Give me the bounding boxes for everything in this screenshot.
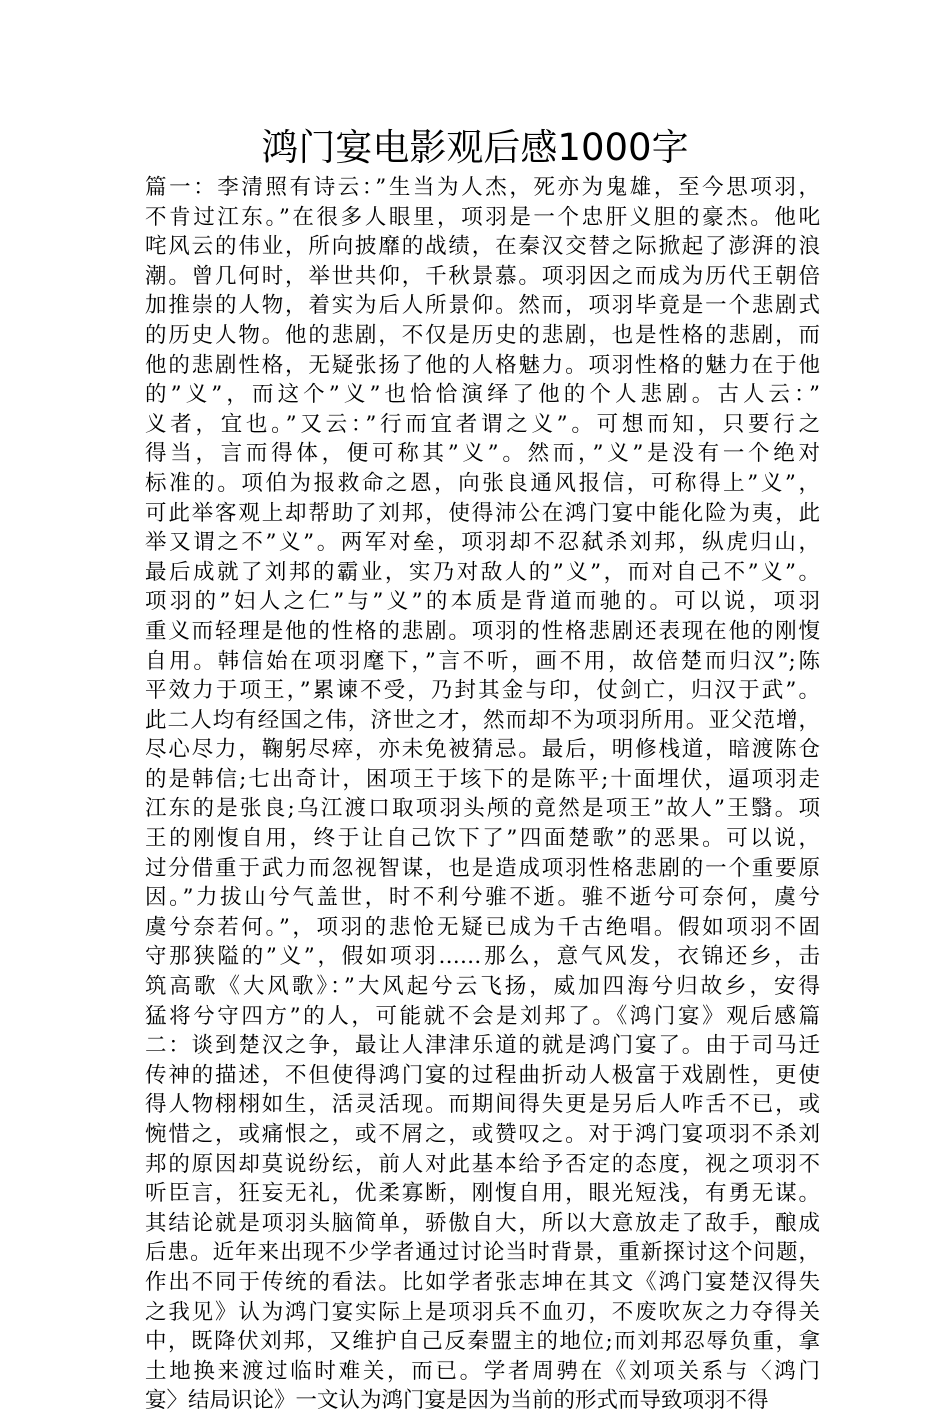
text-line: 宴〉结局识论》一文认为鸿门宴是因为当前的形式而导致项羽不得 xyxy=(145,1388,769,1414)
text-line: 中，既降伏刘邦，又维护自己反秦盟主的地位;而刘邦忍辱负重，拿 xyxy=(145,1329,820,1355)
text-line: 义者，宜也。”又云：”行而宜者谓之义”。可想而知，只要行之 xyxy=(145,411,820,437)
document-title: 鸿门宴电影观后感1000字 xyxy=(261,126,689,169)
text-line: 篇一：李清照有诗云：”生当为人杰，死亦为鬼雄，至今思项羽， xyxy=(145,175,820,200)
text-line: 的”义”，而这个”义”也恰恰演绎了他的个人悲剧。古人云：” xyxy=(145,382,820,408)
text-line: 猛将兮守四方”的人，可能就不会是刘邦了。《鸿门宴》观后感篇 xyxy=(145,1003,820,1029)
text-line: 土地换来渡过临时难关，而已。学者周骋在《刘项关系与〈鸿门 xyxy=(145,1358,820,1384)
text-line: 尽心尽力，鞠躬尽瘁，亦未免被猜忌。最后，明修栈道，暗渡陈仓 xyxy=(145,737,820,763)
text-line: 他的悲剧性格，无疑张扬了他的人格魅力。项羽性格的魅力在于他 xyxy=(145,352,820,378)
text-line: 其结论就是项羽头脑简单，骄傲自大，所以大意放走了敌手，酿成 xyxy=(145,1210,820,1236)
text-line: 虞兮奈若何。”，项羽的悲怆无疑已成为千古绝唱。假如项羽不固 xyxy=(145,914,820,940)
text-line: 得当，言而得体，便可称其”义”。然而，”义”是没有一个绝对 xyxy=(145,441,820,467)
text-line: 王的刚愎自用，终于让自己饮下了”四面楚歌”的恶果。可以说， xyxy=(145,826,820,852)
text-line: 二：谈到楚汉之争，最让人津津乐道的就是鸿门宴了。由于司马迁 xyxy=(145,1033,820,1059)
text-line: 不肯过江东。”在很多人眼里，项羽是一个忠肝义胆的豪杰。他叱 xyxy=(145,204,820,230)
text-line: 平效力于项王，”累谏不受，乃封其金与印，仗剑亡，归汉于武”。 xyxy=(145,678,820,704)
text-line: 之我见》认为鸿门宴实际上是项羽兵不血刃，不废吹灰之力夺得关 xyxy=(145,1299,820,1325)
text-line: 听臣言，狂妄无礼，优柔寡断，刚愎自用，眼光短浅，有勇无谋。 xyxy=(145,1181,820,1207)
text-line: 后患。近年来出现不少学者通过讨论当时背景，重新探讨这个问题， xyxy=(145,1240,820,1266)
text-line: 重义而轻理是他的性格的悲剧。项羽的性格悲剧还表现在他的刚愎 xyxy=(145,618,820,644)
text-line: 项羽的”妇人之仁”与”义”的本质是背道而驰的。可以说，项羽 xyxy=(145,589,820,615)
text-line: 因。”力拔山兮气盖世，时不利兮骓不逝。骓不逝兮可奈何，虞兮 xyxy=(145,885,820,911)
document-body xyxy=(145,173,820,1416)
text-line: 加推崇的人物，着实为后人所景仰。然而，项羽毕竟是一个悲剧式 xyxy=(145,293,820,319)
text-line: 咤风云的伟业，所向披靡的战绩，在秦汉交替之际掀起了澎湃的浪 xyxy=(145,234,820,260)
text-line: 潮。曾几何时，举世共仰，千秋景慕。项羽因之而成为历代王朝倍 xyxy=(145,263,820,289)
text-line: 筑高歌《大风歌》：”大风起兮云飞扬，威加四海兮归故乡，安得 xyxy=(145,974,820,1000)
text-line: 自用。韩信始在项羽麾下，”言不听，画不用，故倍楚而归汉”;陈 xyxy=(145,648,820,674)
text-line: 的历史人物。他的悲剧，不仅是历史的悲剧，也是性格的悲剧，而 xyxy=(145,322,820,348)
text-line: 惋惜之，或痛恨之，或不屑之，或赞叹之。对于鸿门宴项羽不杀刘 xyxy=(145,1122,820,1147)
text-line: 邦的原因却莫说纷纭，前人对此基本给予否定的态度，视之项羽不 xyxy=(145,1151,820,1177)
text-line: 举又谓之不”义”。两军对垒，项羽却不忍弑杀刘邦，纵虎归山， xyxy=(145,530,820,556)
text-line: 的是韩信;七出奇计，困项王于垓下的是陈平;十面埋伏，逼项羽走 xyxy=(145,766,820,792)
text-line: 作出不同于传统的看法。比如学者张志坤在其文《鸿门宴楚汉得失 xyxy=(145,1269,820,1295)
text-line: 过分借重于武力而忽视智谋，也是造成项羽性格悲剧的一个重要原 xyxy=(145,855,820,881)
text-line: 传神的描述，不但使得鸿门宴的过程曲折动人极富于戏剧性，更使 xyxy=(145,1062,820,1088)
text-line: 江东的是张良;乌江渡口取项羽头颅的竟然是项王”故人”王翳。项 xyxy=(145,796,820,822)
text-line: 标准的。项伯为报救命之恩，向张良通风报信，可称得上”义”， xyxy=(145,470,820,496)
text-line: 最后成就了刘邦的霸业，实乃对敌人的”义”，而对自己不”义”。 xyxy=(145,559,820,585)
text-line: 得人物栩栩如生，活灵活现。而期间得失更是另后人咋舌不已，或 xyxy=(145,1092,820,1118)
text-line: 守那狭隘的”义”，假如项羽……那么，意气风发，衣锦还乡，击 xyxy=(145,944,820,970)
text-line: 可此举客观上却帮助了刘邦，使得沛公在鸿门宴中能化险为夷，此 xyxy=(145,500,820,526)
text-line: 此二人均有经国之伟，济世之才，然而却不为项羽所用。亚父范增， xyxy=(145,707,820,733)
